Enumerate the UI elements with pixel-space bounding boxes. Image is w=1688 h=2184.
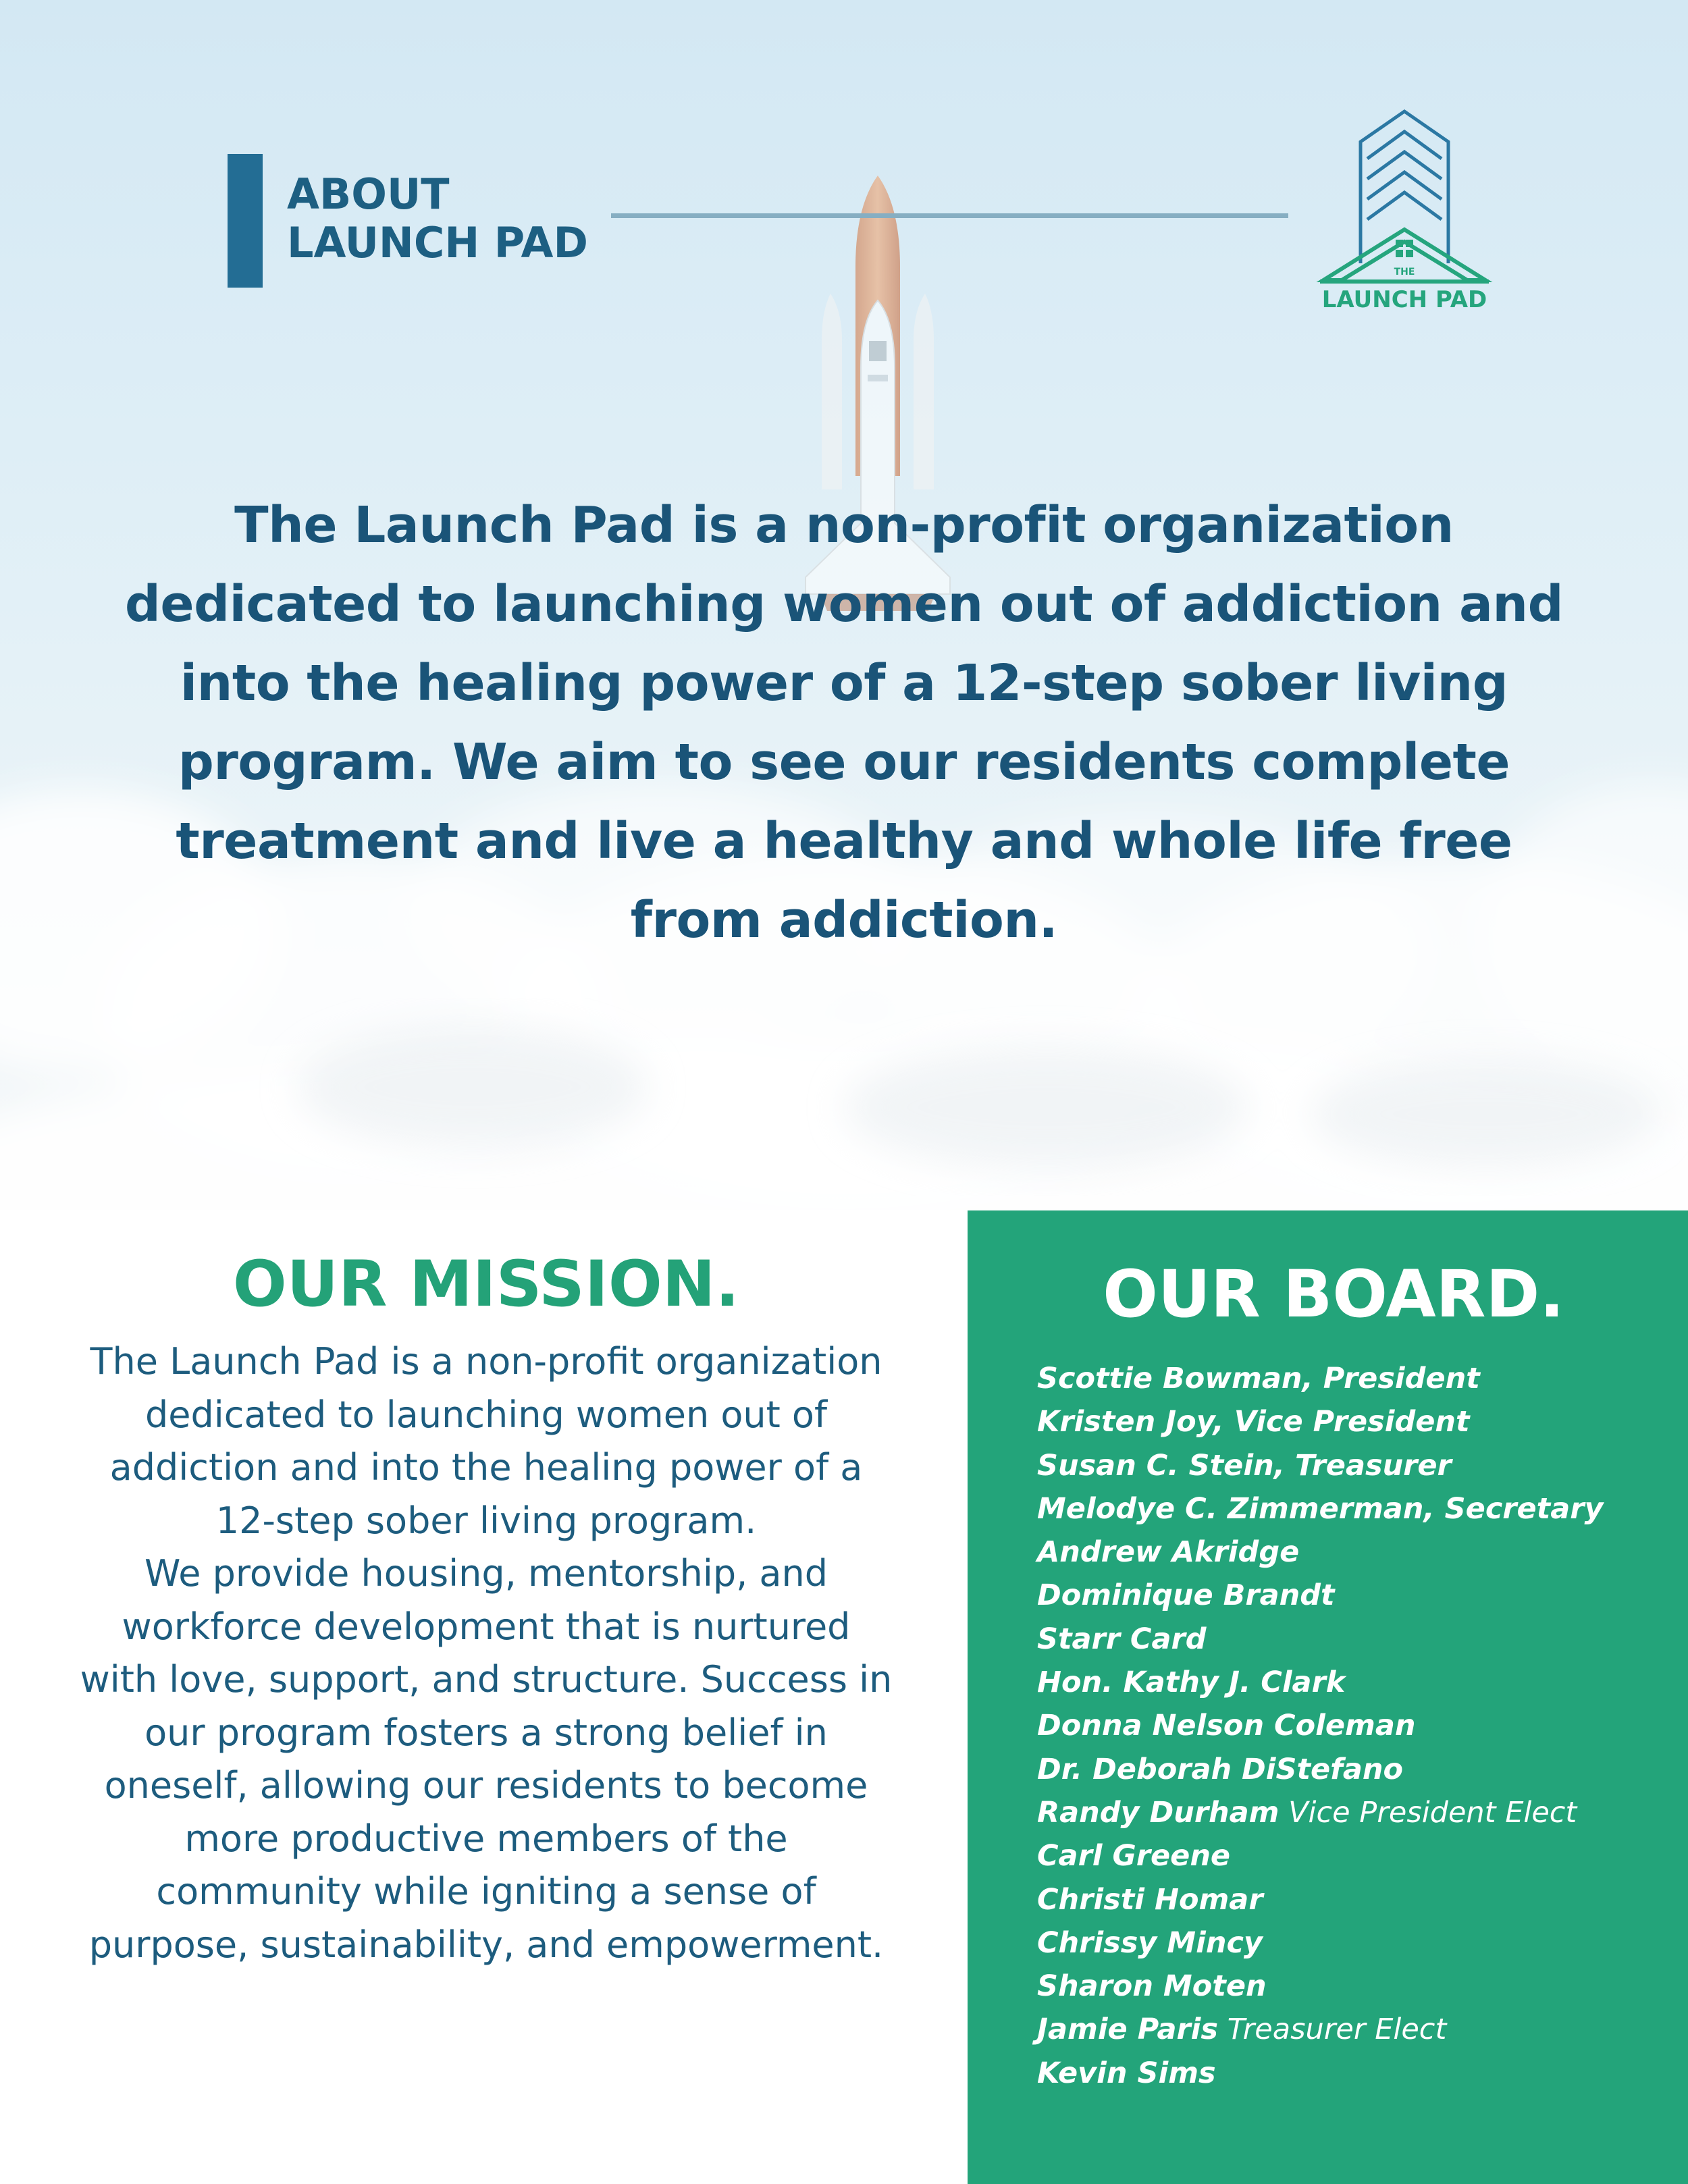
header-divider — [611, 213, 1288, 218]
board-member-name: Donna Nelson Coleman — [1037, 1709, 1416, 1743]
board-member-name: Carl Greene — [1037, 1839, 1231, 1873]
board-member — [1037, 1530, 1679, 1574]
board-member — [1037, 1704, 1679, 1747]
launch-pad-logo — [1307, 105, 1502, 334]
board-member-name: Kristen Joy, Vice President — [1037, 1405, 1470, 1439]
board-member — [1037, 2052, 1679, 2095]
mission-title: OUR MISSION. — [232, 1248, 740, 1321]
mission-paragraph-1: The Launch Pad is a non-profit organization dedicated to launching women out of addiction and into the healing power of a 12-step sober living program. — [90, 1340, 882, 1542]
board-member — [1037, 1487, 1679, 1530]
board-member — [1037, 1878, 1679, 1921]
board-title: OUR BOARD. — [1103, 1256, 1564, 1332]
accent-bar — [228, 154, 263, 288]
board-member — [1037, 1444, 1679, 1487]
logo-bottom-text: LAUNCH PAD — [1321, 286, 1487, 313]
board-member-name: Andrew Akridge — [1037, 1535, 1300, 1570]
board-member-name: Starr Card — [1037, 1622, 1207, 1656]
board-list — [1037, 1357, 1679, 2095]
board-member-name: Randy Durham — [1037, 1795, 1280, 1830]
logo-top-text: THE — [1394, 267, 1415, 277]
board-member — [1037, 1791, 1679, 1834]
board-member-name: Kevin Sims — [1037, 2056, 1216, 2090]
board-member — [1037, 1834, 1679, 1877]
intro-statement: The Launch Pad is a non-profit organization dedicated to launching women out of addiction and into the healing power of a 12-step sober living program. We aim to see our residents complete treatment and live a healthy and whole life free from addiction. — [124, 496, 1564, 949]
board-member — [1037, 1661, 1679, 1704]
mission-text — [78, 1335, 895, 1971]
board-member-name: Christi Homar — [1037, 1882, 1263, 1917]
board-member — [1037, 1921, 1679, 1965]
board-member-name: Susan C. Stein, Treasurer — [1037, 1448, 1452, 1483]
board-member-name: Melodye C. Zimmerman, Secretary — [1037, 1491, 1604, 1526]
mission-paragraph-2: We provide housing, mentorship, and workforce development that is nurtured with love, support, and structure. Success in our program fosters a strong belief in oneself, allowing our residents to become more productive members of the community while igniting a sense of purpose, sustainability, and empowerment. — [80, 1552, 893, 1966]
board-member — [1037, 1965, 1679, 2008]
board-member-name: Hon. Kathy J. Clark — [1037, 1666, 1346, 1700]
board-member-name: Dominique Brandt — [1037, 1578, 1335, 1613]
board-member-name: Jamie Paris — [1037, 2013, 1219, 2047]
board-member-role: Vice President Elect — [1288, 1795, 1577, 1830]
board-member — [1037, 1748, 1679, 1791]
board-member-role: Treasurer Elect — [1227, 2013, 1447, 2047]
board-member — [1037, 1400, 1679, 1443]
board-member — [1037, 1574, 1679, 1617]
board-member-name: Chrissy Mincy — [1037, 1925, 1263, 1960]
board-member — [1037, 2008, 1679, 2051]
board-member — [1037, 1618, 1679, 1661]
board-member — [1037, 1357, 1679, 1400]
board-member-name: Dr. Deborah DiStefano — [1037, 1752, 1404, 1786]
board-member-name: Scottie Bowman, President — [1037, 1362, 1480, 1395]
board-member-name: Sharon Moten — [1037, 1969, 1267, 2004]
section-label: ABOUT LAUNCH PAD — [287, 169, 588, 267]
